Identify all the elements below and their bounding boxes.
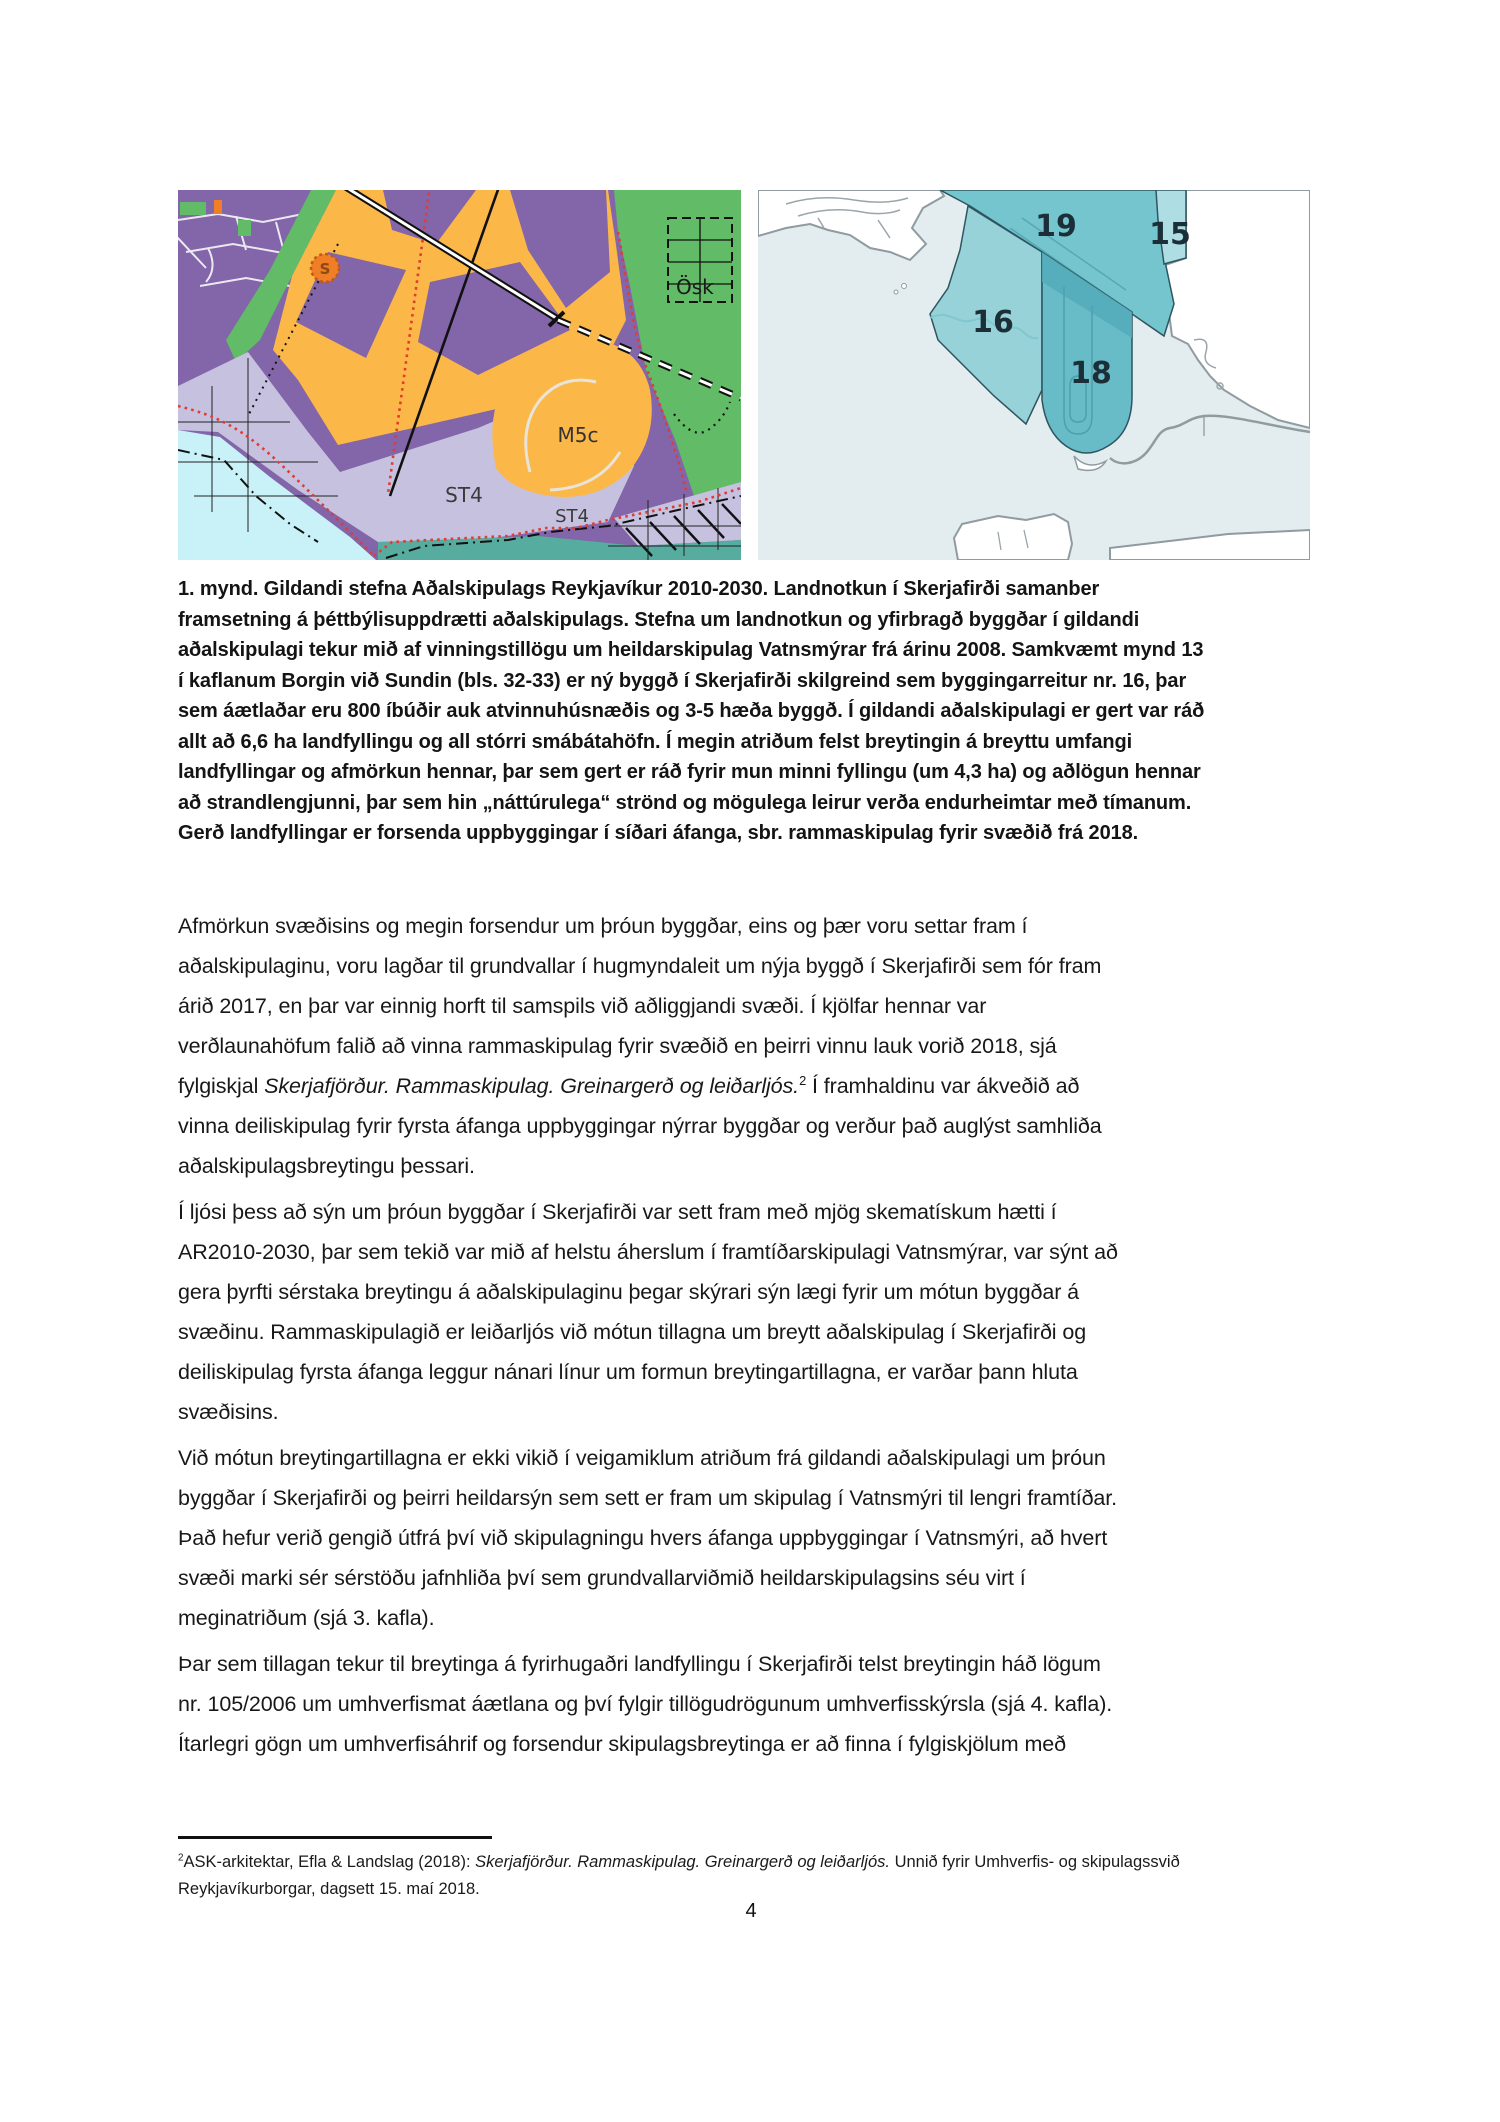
caption-line: í kaflanum Borgin við Sundin (bls. 32-33) er ný byggð í Skerjafirði skilgreind sem byggingarreitur nr. 16, þar (178, 669, 1187, 692)
text-line: vinna deiliskipulag fyrir fyrsta áfanga uppbyggingar nýrrar byggðar og verður það auglýst samhliða (178, 1114, 1102, 1138)
paragraph-1 (178, 906, 1348, 1186)
text-run: fylgiskjal (178, 1074, 265, 1098)
text-line: Það hefur verið gengið útfrá því við skipulagningu hvers áfanga uppbyggingar í Vatnsmýri, að hvert (178, 1526, 1108, 1550)
s-marker (311, 254, 339, 282)
figure-1-maps (178, 190, 1310, 560)
text-line: svæðisins. (178, 1400, 279, 1424)
orange-patch (214, 200, 222, 214)
text-line: verðlaunahöfum falið að vinna rammaskipulag fyrir svæðið en þeirri vinnu lauk vorið 2018, sjá (178, 1034, 1057, 1058)
island-south (954, 514, 1072, 560)
text-line: meginatriðum (sjá 3. kafla). (178, 1606, 435, 1630)
text-line: Við mótun breytingartillagna er ekki vikið í veigamiklum atriðum frá gildandi aðalskipulagi um þróun (178, 1446, 1106, 1470)
footnote-reference: 2 (799, 1072, 807, 1088)
italic-title-run: Skerjafjörður. Rammaskipulag. Greinargerð og leiðarljós. (264, 1074, 800, 1098)
footnote (178, 1849, 1358, 1903)
footnote-number: 2 (178, 1852, 184, 1864)
plot-19-label: 19 (1035, 209, 1077, 244)
text-line: aðalskipulaginu, voru lagðar til grundvallar í hugmyndaleit um nýja byggð í Skerjafirði sem fór fram (178, 954, 1102, 978)
text-line: svæði marki sér sérstöðu jafnhliða því sem grundvallarviðmið heildarskipulagsins séu virt í (178, 1566, 1026, 1590)
plot-15-label: 15 (1149, 217, 1191, 252)
caption-line: að strandlengjunni, þar sem hin „náttúrulega“ strönd og mögulega leirur verða endurheimtar með tímanum. (178, 791, 1192, 814)
landuse-map-image (178, 190, 741, 560)
plot-18-label: 18 (1070, 356, 1112, 391)
paragraph-4 (178, 1644, 1348, 1764)
text-line: gera þyrfti sérstaka breytingu á aðalskipulaginu þegar skýrari sýn lægi fyrir um mótun byggðar á (178, 1280, 1080, 1304)
caption-line: aðalskipulagi tekur mið af vinningstillögu um heildarskipulag Vatnsmýrar frá árinu 2008. Samkvæmt mynd 13 (178, 639, 1204, 661)
st4-label: ST4 (445, 483, 483, 507)
st4-label-2: ST4 (555, 506, 589, 527)
osk-label: Ösk (676, 275, 714, 299)
islet (902, 284, 907, 289)
caption-line: sem áætlaðar eru 800 íbúðir auk atvinnuhúsnæðis og 3-5 hæða byggð. Í gildandi aðalskipulagi er gert var ráð (178, 700, 1205, 722)
figure-caption (178, 574, 1358, 849)
body-text (178, 906, 1348, 1770)
text-line: Afmörkun svæðisins og megin forsendur um þróun byggðar, eins og þær voru settar fram í (178, 914, 1028, 938)
plot-16-label: 16 (972, 305, 1014, 340)
footnote-text: Unnið fyrir Umhverfis- og skipulagssvið (889, 1853, 1180, 1871)
text-line: svæðinu. Rammaskipulagið er leiðarljós við mótun tillagna um breytt aðalskipulag í Skerjafirði og (178, 1320, 1087, 1344)
caption-line: framsetning á þéttbýlisuppdrætti aðalskipulags. Stefna um landnotkun og yfirbragð byggðar í gildandi (178, 608, 1140, 631)
footnote-line: Reykjavíkurborgar, dagsett 15. maí 2018. (178, 1880, 480, 1898)
text-line: nr. 105/2006 um umhverfismat áætlana og því fylgir tillögudrögunum umhverfisskýrsla (sjá 4. kafla). (178, 1692, 1113, 1716)
caption-line: Gerð landfyllingar er forsenda uppbyggingar í síðari áfanga, sbr. rammaskipulag fyrir svæðið frá 2018. (178, 822, 1139, 844)
text-line: AR2010-2030, þar sem tekið var mið af helstu áherslum í framtíðarskipulagi Vatnsmýrar, var sýnt að (178, 1240, 1118, 1264)
text-line: aðalskipulagsbreytingu þessari. (178, 1154, 475, 1178)
paragraph-2 (178, 1192, 1348, 1432)
page-number: 4 (745, 1900, 757, 1922)
caption-line: landfyllingar og afmörkun hennar, þar sem gert er ráð fyrir mun minni fyllingu (um 4,3 ha) og aðlögun hennar (178, 761, 1201, 783)
text-line: Ítarlegri gögn um umhverfisáhrif og forsendur skipulagsbreytinga er að finna í fylgiskjölum með (178, 1732, 1066, 1756)
footnote-text: ASK-arkitektar, Efla & Landslag (2018): (183, 1853, 476, 1871)
caption-line: 1. mynd. Gildandi stefna Aðalskipulags Reykjavíkur 2010-2030. Landnotkun í Skerjafirði samanber (178, 578, 1100, 600)
footnote-italic-title: Skerjafjörður. Rammaskipulag. Greinargerð og leiðarljós. (475, 1853, 890, 1871)
paragraph-3 (178, 1438, 1348, 1638)
text-line: byggðar í Skerjafirði og þeirri heildarsýn sem sett er fram um skipulag í Vatnsmýri til lengri framtíðar. (178, 1486, 1118, 1510)
m5c-label: M5c (557, 423, 599, 447)
text-line: árið 2017, en þar var einnig horft til samspils við aðliggjandi svæði. Í kjölfar hennar var (178, 994, 987, 1018)
green-patch (238, 220, 251, 236)
footnote-separator (178, 1836, 492, 1839)
text-line: deiliskipulag fyrsta áfanga leggur nánari línur um formun breytingartillagna, er varðar þann hluta (178, 1360, 1078, 1384)
text-line: Þar sem tillagan tekur til breytinga á fyrirhugaðri landfyllingu í Skerjafirði telst breytingin háð lögum (178, 1652, 1101, 1676)
footnote-line (178, 1849, 1358, 1876)
text-line (178, 1066, 1348, 1106)
building-plots-map-image (758, 190, 1310, 560)
text-line: Í ljósi þess að sýn um þróun byggðar í Skerjafirði var sett fram með mjög skematískum hætti í (178, 1200, 1057, 1224)
s-label: S (319, 260, 331, 278)
caption-line: allt að 6,6 ha landfyllingu og all stórri smábátahöfn. Í megin atriðum felst breytingin á breyttu umfangi (178, 730, 1133, 753)
islet (894, 290, 898, 294)
text-run: Í framhaldinu var ákveðið að (806, 1074, 1080, 1098)
green-patch (180, 202, 206, 215)
